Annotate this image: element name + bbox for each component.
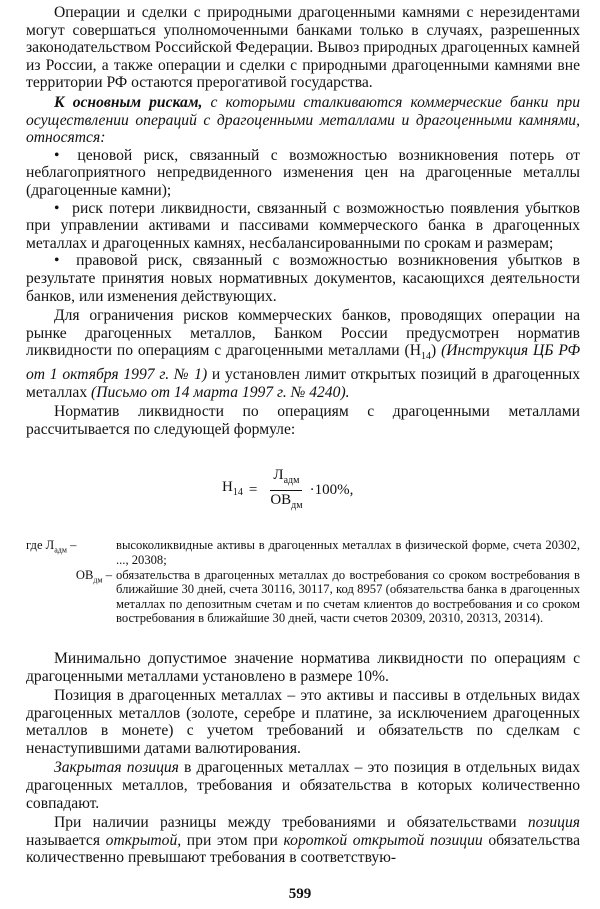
- citation-instruction: (Инструкция ЦБ РФ от 1 октября 1997 г. № 1): [26, 342, 581, 383]
- paragraph-risks-intro: [26, 94, 580, 147]
- paragraph-liquidity-norm: Для ограничения рисков коммерческих банков, проводящих операции на рынке драгоценных металлов, Банком России предусмотрен норматив ликвидности по операциям с драгоценными металлами $(Н_{14})$ (Инструкция ЦБ РФ от 1 октября 1997 г. № 1) и установлен лимит открытых позиций в драгоценных металлах (Письмо от 14 марта 1997 г. № 4240).: [26, 307, 581, 401]
- list-item: • правовой риск, связанный с возможностью возникновения убытков в результате принятия новых нормативных документов, касающихся деятельности банков, или изменения действующих.: [26, 252, 580, 305]
- citation-letter: (Письмо от 14 марта 1997 г. № 4240).: [91, 383, 350, 401]
- formula-fraction: [267, 466, 305, 515]
- liquidity-formula: [26, 468, 580, 512]
- page-body: [26, 4, 580, 867]
- formula-definitions: [26, 538, 580, 626]
- paragraph-formula-intro: Норматив ликвидности по операциям с драгоценными металлами рассчитывается по следующей формуле:: [26, 403, 580, 438]
- bullet-icon: •: [54, 146, 60, 164]
- paragraph-closed-position: Закрытая позиция в драгоценных металлах – это позиция в отдельных видах драгоценных металлов, требования и обязательства в которых количественно совпадают.: [26, 759, 580, 812]
- formula-denominator: $ОВ_{дм}$: [270, 491, 303, 511]
- bullet-icon: •: [54, 252, 60, 270]
- formula-lhs: $Н_{14}$: [222, 479, 243, 499]
- paragraph-min-value: Минимально допустимое значение норматива ликвидности по операциям с драгоценными металлами установлено в размере 10%.: [26, 649, 580, 685]
- bullet-icon: •: [54, 199, 60, 217]
- page-number: 599: [288, 886, 312, 902]
- definition-text: обязательства в драгоценных металлах до востребования со сроком востребования в ближайшие 30 дней, счета 30116, 30117, код 8957 (обязательства банка в драгоценных металлах по депозитным счетам и по счетам клиентов до востребования и со сроком востребования в ближайшие 30 дней, части счетов 20309, 20310, 20313, 20314).: [116, 567, 580, 626]
- risk-list: [26, 147, 580, 305]
- definition-row: [26, 568, 580, 626]
- paragraph-precious-stones: Операции и сделки с природными драгоценными камнями с нерезидентами могут совершаться уполномоченными банками только в случаях, разрешенных законодательством Российской Федерации. Вывоз природных драгоценных камней из России, а также операции и сделки с природными драгоценными камнями вне территории РФ остаются прерогативой государства.: [26, 4, 580, 92]
- list-item: • ценовой риск, связанный с возможностью возникновения потерь от неблагоприятного непредвиденного изменения цен на драгоценные металлы (драгоценные камни);: [26, 146, 580, 199]
- list-item: • риск потери ликвидности, связанный с возможностью появления убытков при управлении активами и пассивами коммерческого банка в драгоценных металлах и драгоценных камнях, несбалансированными по срокам и размерам;: [26, 199, 580, 252]
- paragraph-position: Позиция в драгоценных металлах – это активы и пассивы в отдельных видах драгоценных металлов (золоте, серебре и платине, за исключением драгоценных металлов в монете) с учетом требований и обязательств по сделкам с ненаступившими датами валютирования.: [26, 687, 580, 757]
- formula-equals: =: [248, 481, 258, 498]
- formula-suffix: ·100%,: [309, 481, 354, 498]
- closed-position-term: Закрытая позиция: [54, 759, 179, 777]
- risks-intro-text: с которыми сталкиваются коммерческие банки при осуществлении операций с драгоценными металлами и драгоценными камнями, относятся:: [26, 93, 580, 147]
- formula-numerator: $Л_{адм}$: [270, 466, 302, 491]
- definition-term: $ОВ_{дм}$ –: [75, 567, 112, 585]
- definition-term: где $Л_{адм}$ –: [26, 538, 77, 555]
- definition-row: [26, 538, 580, 567]
- definition-text: высоколиквидные активы в драгоценных металлах в физической форме, счета 20302, ..., 20308;: [116, 538, 580, 567]
- risks-emphasis: К основным рискам,: [54, 93, 203, 111]
- paragraph-open-position: При наличии разницы между требованиями и обязательствами позиция называется открытой, при этом при короткой открытой позиции обязательства количественно превышают требования в соответствую-: [26, 814, 580, 867]
